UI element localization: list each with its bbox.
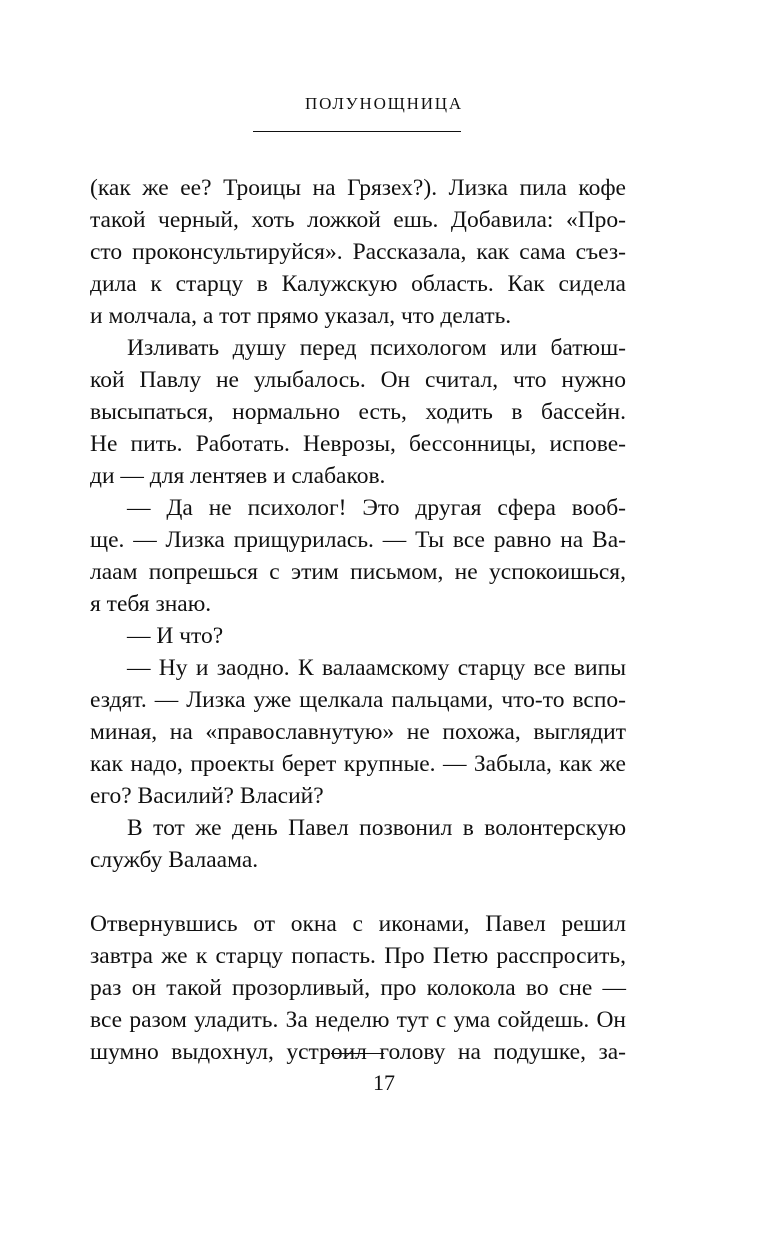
- text-line: Отвернувшись от окна с иконами, Павел решил: [90, 911, 626, 937]
- paragraph: [90, 652, 626, 812]
- text-line: — Ну и заодно. К валаамскому старцу все випы: [127, 655, 626, 681]
- text-line: высыпаться, нормально есть, ходить в бассейн.: [90, 399, 626, 425]
- text-line: шумно выдохнул, устроил голову на подушке, за-: [90, 1039, 626, 1065]
- text-line: (как же ее? Троицы на Грязех?). Лизка пила кофе: [90, 175, 626, 201]
- text-line: такой черный, хоть ложкой ешь. Добавила: «Про-: [90, 207, 626, 233]
- text-line: завтра же к старцу попасть. Про Петю расспросить,: [90, 943, 626, 969]
- text-line: — Да не психолог! Это другая сфера вооб-: [127, 495, 626, 521]
- text-line: и молчала, а тот прямо указал, что делать.: [90, 303, 512, 329]
- text-line: В тот же день Павел позвонил в волонтерскую: [127, 815, 626, 841]
- text-line: лаам попрешься с этим письмом, не успокоишься,: [90, 559, 626, 585]
- text-line: Не пить. Работать. Неврозы, бессонницы, испове-: [90, 431, 626, 457]
- text-line: Изливать душу перед психологом или батюш-: [127, 335, 626, 361]
- paragraph: [90, 620, 626, 652]
- running-title: ПОЛУНОЩНИЦА: [305, 94, 463, 113]
- text-line: ще. — Лизка прищурилась. — Ты все равно на Ва-: [90, 527, 626, 553]
- text-line: — И что?: [127, 623, 224, 649]
- text-line: службу Валаама.: [90, 847, 259, 873]
- paragraph: [90, 172, 626, 332]
- text-line: ездят. — Лизка уже щелкала пальцами, что-то вспо-: [90, 687, 626, 713]
- page-number: 17: [373, 1070, 395, 1095]
- section-break: [90, 876, 626, 908]
- text-line: я тебя знаю.: [90, 591, 212, 617]
- text-line: кой Павлу не улыбалось. Он считал, что нужно: [90, 367, 626, 393]
- text-line: его? Василий? Власий?: [90, 783, 324, 809]
- text-line: сто проконсультируйся». Рассказала, как сама съез-: [90, 239, 626, 265]
- paragraph: [90, 908, 626, 1068]
- footer-rule: [331, 1053, 384, 1054]
- text-line: дила к старцу в Калужскую область. Как сидела: [90, 271, 626, 297]
- text-line: миная, на «православнутую» не похожа, выглядит: [90, 719, 626, 745]
- body-text: [90, 172, 626, 1068]
- paragraph: [90, 332, 626, 492]
- text-line: все разом уладить. За неделю тут с ума сойдешь. Он: [90, 1007, 626, 1033]
- text-line: раз он такой прозорливый, про колокола во сне —: [90, 975, 626, 1001]
- paragraph: [90, 812, 626, 876]
- paragraph: [90, 492, 626, 620]
- text-line: ди — для лентяев и слабаков.: [90, 463, 386, 489]
- text-line: как надо, проекты берет крупные. — Забыла, как же: [90, 751, 626, 777]
- header-rule: [253, 131, 461, 132]
